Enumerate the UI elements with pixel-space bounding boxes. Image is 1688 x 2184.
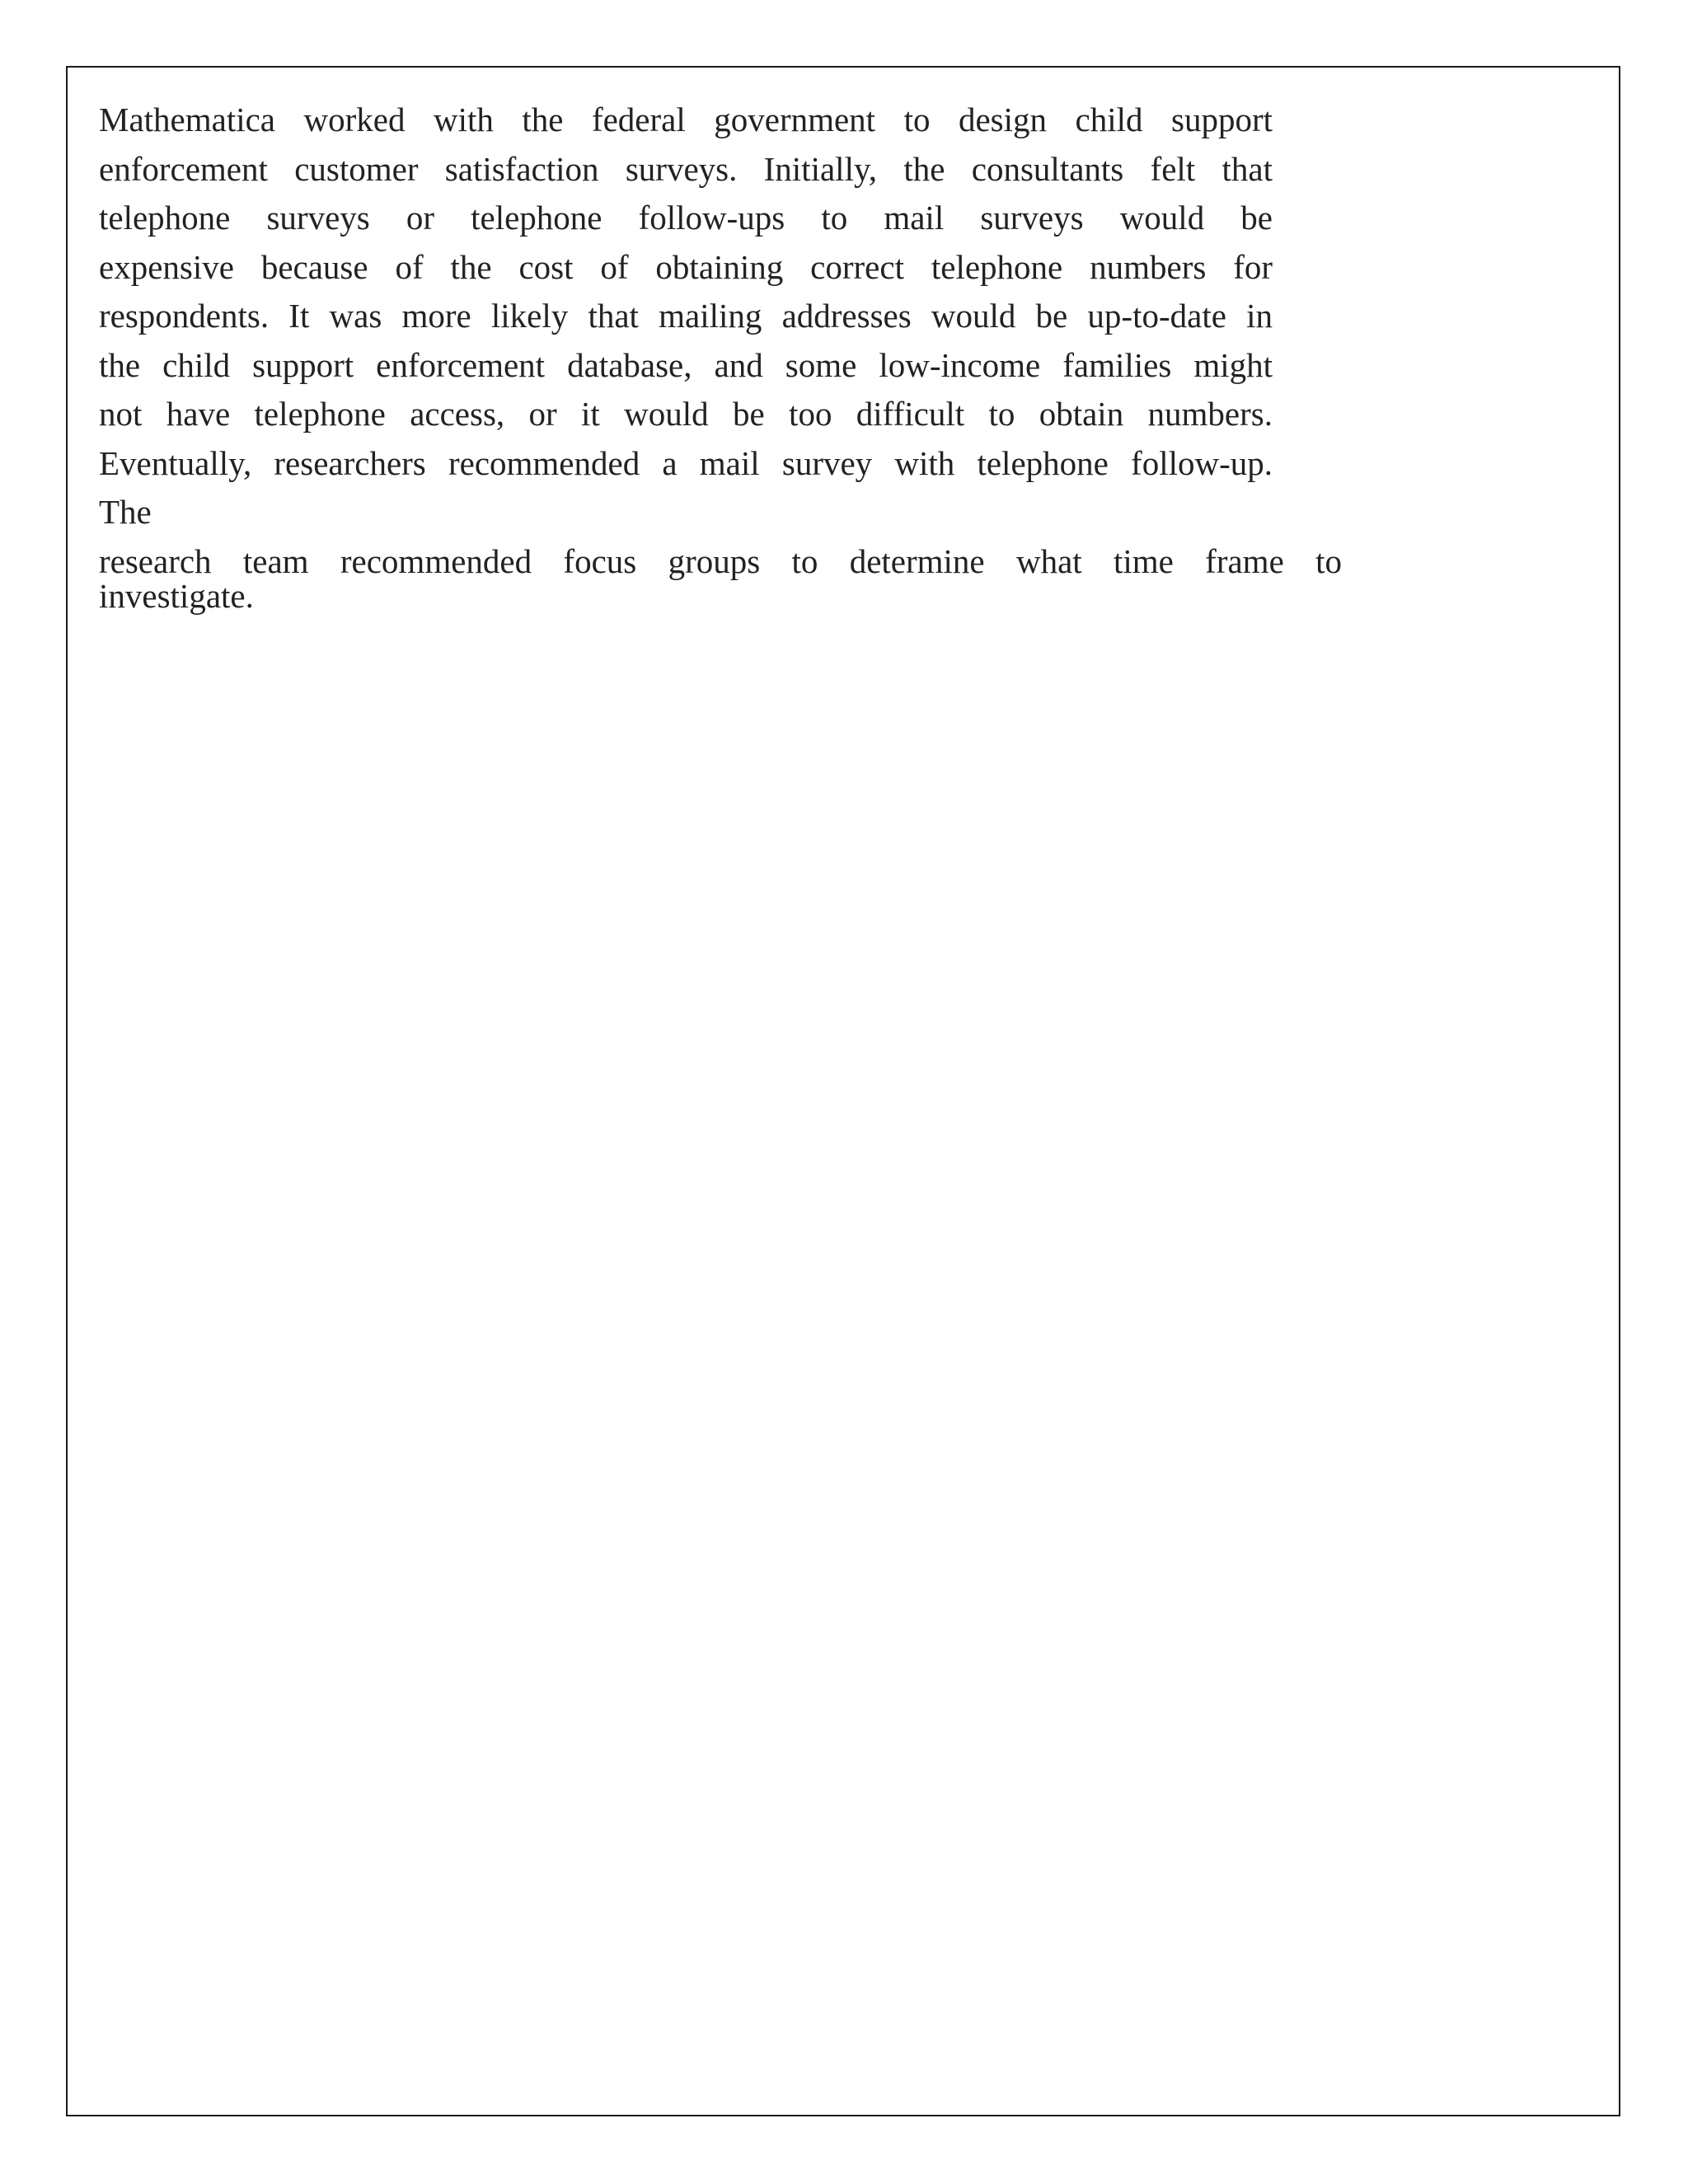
text-line: Mathematica worked with the federal government to design child support	[99, 101, 1273, 138]
text-line: expensive because of the cost of obtaining correct telephone numbers for	[99, 247, 1273, 286]
paragraph-survey-design	[99, 96, 1273, 537]
document-body	[99, 96, 1342, 614]
text-line: Eventually, researchers recommended a mail survey with telephone follow-up.	[99, 443, 1273, 482]
text-line: investigate.	[99, 577, 254, 615]
text-line: research team recommended focus groups to determine what time frame to	[99, 541, 1342, 580]
text-line: enforcement customer satisfaction surveys. Initially, the consultants felt that	[99, 149, 1273, 188]
text-line: respondents. It was more likely that mailing addresses would be up-to-date in	[99, 297, 1273, 335]
paragraph-focus-groups	[99, 537, 1342, 615]
text-line: The	[99, 493, 152, 531]
text-line: the child support enforcement database, and some low-income families might	[99, 345, 1273, 384]
text-line: not have telephone access, or it would be too difficult to obtain numbers.	[99, 395, 1273, 433]
text-line: telephone surveys or telephone follow-ups to mail surveys would be	[99, 199, 1273, 237]
